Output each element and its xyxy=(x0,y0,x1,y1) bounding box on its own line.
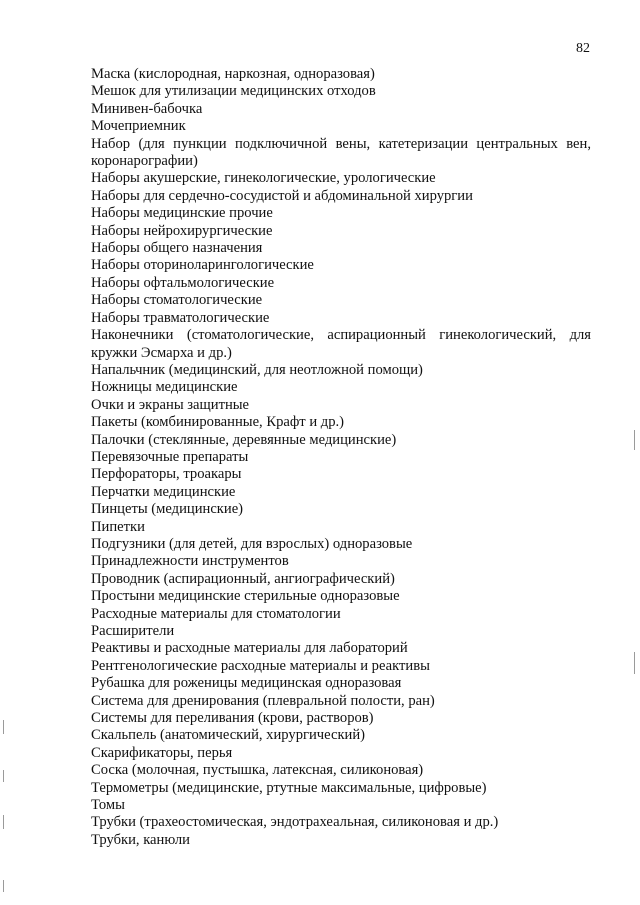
list-item: Мешок для утилизации медицинских отходов xyxy=(91,83,376,100)
list-item: Термометры (медицинские, ртутные максимальные, цифровые) xyxy=(91,779,487,796)
list-item: Маска (кислородная, наркозная, одноразовая) xyxy=(91,66,375,82)
list-item: Реактивы и расходные материалы для лабораторий xyxy=(91,640,408,657)
list-item: Наборы оториноларингологические xyxy=(91,257,314,274)
list-item: Наконечники (стоматологические, аспирационный гинекологический, для кружки Эсмарха и др.) xyxy=(91,327,591,361)
list-item: Перевязочные препараты xyxy=(91,448,249,465)
list-item: Система для дренирования (плевральной полости, ран) xyxy=(91,692,435,709)
list-item: Напальчник (медицинский, для неотложной помощи) xyxy=(91,361,423,378)
list-item: Наборы офтальмологические xyxy=(91,274,275,291)
list-item: Наборы травматологические xyxy=(91,309,270,326)
item-list xyxy=(91,66,591,849)
list-item: Ножницы медицинские xyxy=(91,379,238,396)
list-item: Трубки, канюли xyxy=(91,831,190,848)
list-item: Рубашка для роженицы медицинская одноразовая xyxy=(91,675,402,692)
scan-artifact xyxy=(634,652,635,674)
list-item: Трубки (трахеостомическая, эндотрахеальная, силиконовая и др.) xyxy=(91,814,499,831)
scan-artifact xyxy=(3,880,4,892)
list-item: Минивен-бабочка xyxy=(91,100,203,117)
list-item: Пипетки xyxy=(91,518,145,535)
list-item: Соска (молочная, пустышка, латексная, силиконовая) xyxy=(91,762,424,779)
list-item: Расширители xyxy=(91,623,175,639)
list-item: Подгузники (для детей, для взрослых) одноразовые xyxy=(91,535,413,552)
list-item: Наборы для сердечно-сосудистой и абдоминальной хирургии xyxy=(91,187,473,204)
list-item: Рентгенологические расходные материалы и реактивы xyxy=(91,657,430,674)
list-item: Проводник (аспирационный, ангиографический) xyxy=(91,570,395,587)
list-item: Томы xyxy=(91,797,125,814)
list-item: Перфораторы, троакары xyxy=(91,466,242,483)
list-item: Наборы акушерские, гинекологические, урологические xyxy=(91,170,436,187)
list-item: Системы для переливания (крови, растворов) xyxy=(91,710,374,727)
list-item: Очки и экраны защитные xyxy=(91,396,250,413)
scan-artifact xyxy=(634,430,635,450)
list-item: Перчатки медицинские xyxy=(91,483,236,500)
list-item: Принадлежности инструментов xyxy=(91,553,289,570)
list-item: Наборы общего назначения xyxy=(91,240,263,257)
list-item: Расходные материалы для стоматологии xyxy=(91,605,341,622)
list-item: Простыни медицинские стерильные одноразовые xyxy=(91,588,400,605)
list-item: Скарификаторы, перья xyxy=(91,744,233,761)
list-item: Мочеприемник xyxy=(91,118,186,135)
list-item: Пакеты (комбинированные, Крафт и др.) xyxy=(91,414,345,431)
scan-artifact xyxy=(3,770,4,782)
list-item: Набор (для пункции подключичной вены, катетеризации центральных вен, коронарографии) xyxy=(91,135,591,170)
page-number: 82 xyxy=(576,41,590,56)
list-item: Пинцеты (медицинские) xyxy=(91,501,244,518)
list-item: Палочки (стеклянные, деревянные медицинские) xyxy=(91,431,397,448)
scan-artifact xyxy=(3,720,4,734)
list-item: Скальпель (анатомический, хирургический) xyxy=(91,727,366,744)
list-item: Наборы нейрохирургические xyxy=(91,222,273,239)
scan-artifact xyxy=(3,815,4,829)
list-item: Наборы медицинские прочие xyxy=(91,205,273,222)
list-item: Наборы стоматологические xyxy=(91,292,263,309)
